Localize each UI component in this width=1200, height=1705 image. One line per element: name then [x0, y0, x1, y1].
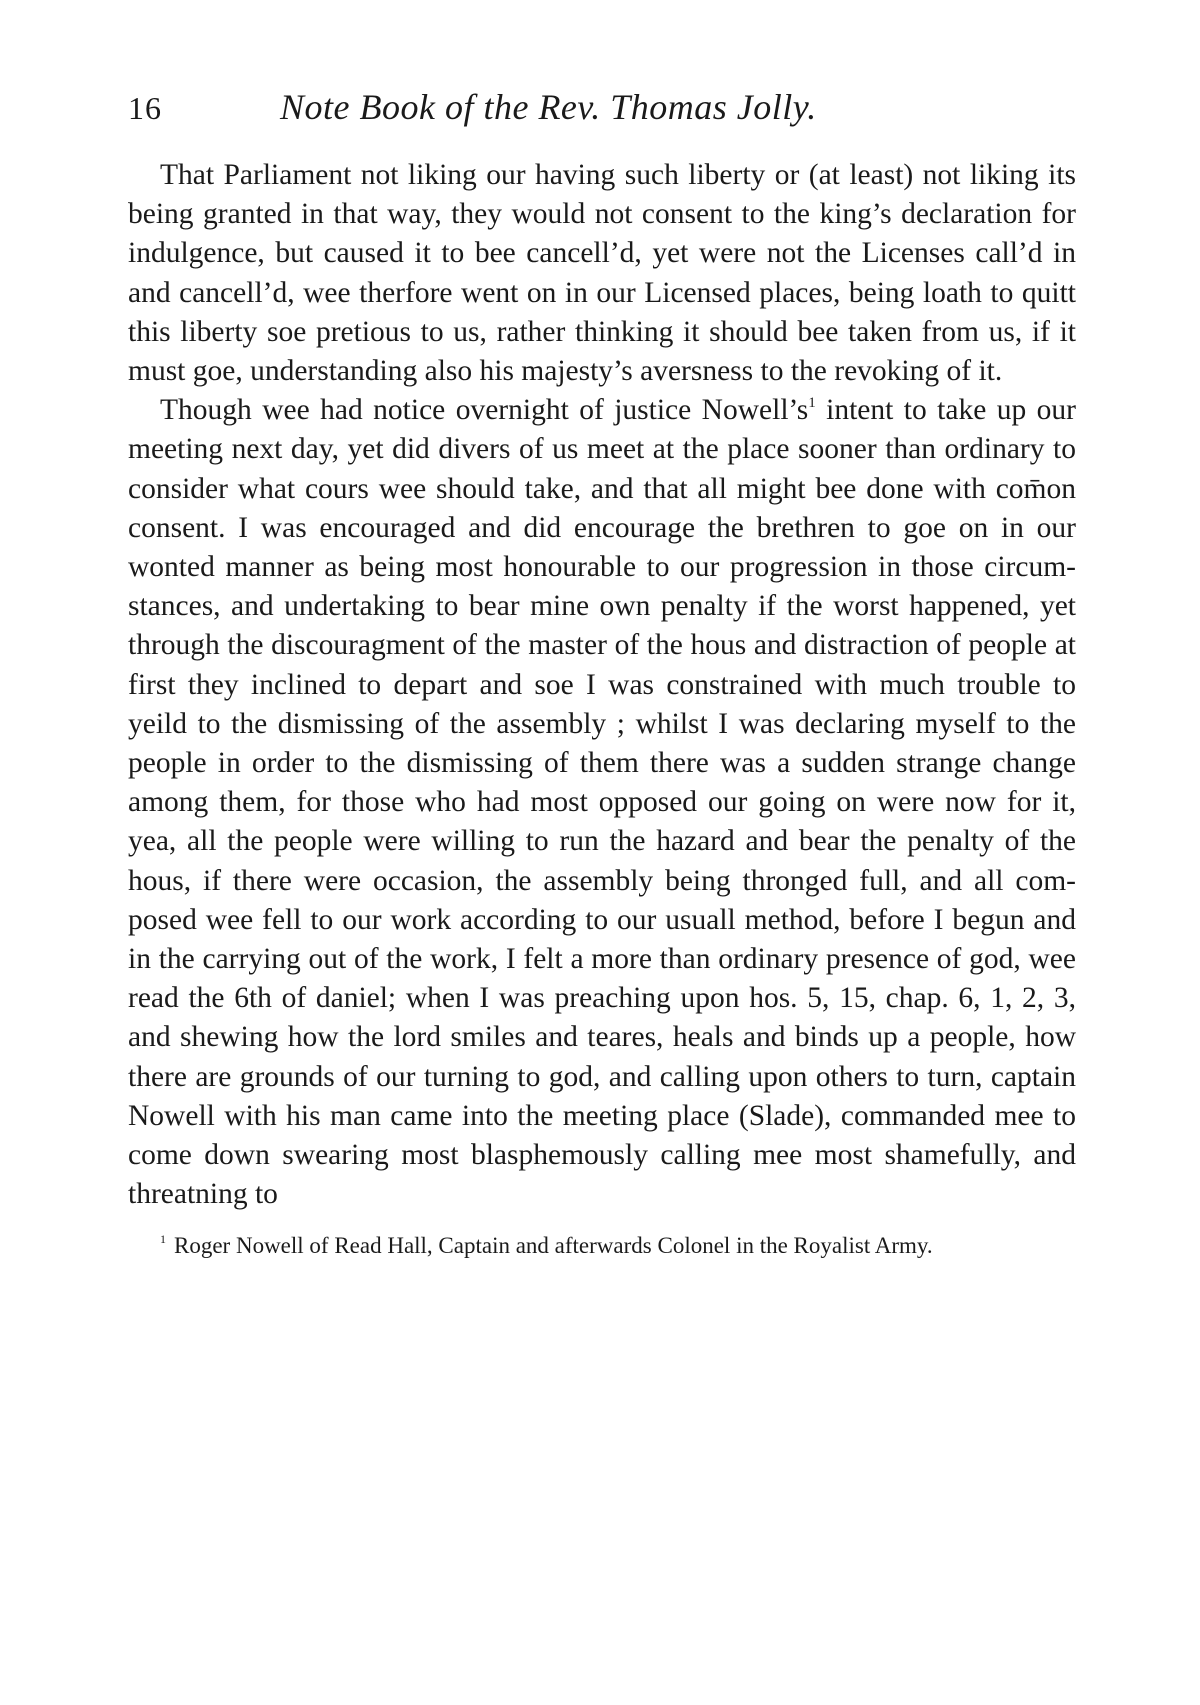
paragraph-1: [128, 156, 1076, 391]
paragraph-2: [128, 391, 1076, 1214]
paragraph-2-text-rest: intent to take up our meeting next day, yet did divers of us meet at the place sooner than ordinary to consider what cours wee should take, and that all might bee done with com̄on consent. I was encouraged and did encourage the brethren to goe on in our wonted manner as being most honourable to our progression in those circumstances, and undertaking to bear mine own penalty if the worst happened, yet through the discouragment of the master of the hous and distraction of people at first they inclined to depart and soe I was constrained with much trouble to yeild to the dismissing of the assembly ; whilst I was declaring myself to the people in order to the dismissing of them there was a sudden strange change among them, for those who had most opposed our going on were now for it, yea, all the people were willing to run the hazard and bear the penalty of the hous, if there were occasion, the assembly being thronged full, and all composed wee fell to our work according to our usuall method, before I begun and in the carrying out of the work, I felt a more than ordinary presence of god, wee read the 6th of daniel; when I was preaching upon hos. 5, 15, chap. 6, 1, 2, 3, and shewing how the lord smiles and teares, heals and binds up a people, how there are grounds of our turning to god, and calling upon others to turn, captain Nowell with his man came into the meeting place (Slade), commanded mee to come down swearing most blasphemously calling mee most shamefully, and threatning to: [128, 394, 1077, 1211]
book-page: [128, 82, 1076, 1261]
running-head: [128, 82, 1076, 138]
footnote-reference: 1: [808, 395, 816, 412]
footnote-mark: 1: [160, 1232, 166, 1247]
footnote-1: [128, 1230, 1076, 1261]
footnotes: [128, 1230, 1076, 1261]
running-title: Note Book of the Rev. Thomas Jolly.: [280, 87, 817, 127]
page-number: 16: [128, 90, 162, 126]
paragraph-2-text-start: Though wee had notice overnight of justice Nowell’s: [160, 394, 809, 427]
body-text: [128, 156, 1076, 1214]
footnote-text: Roger Nowell of Read Hall, Captain and afterwards Colonel in the Royalist Army.: [174, 1233, 933, 1259]
paragraph-1-text: That Parliament not liking our having such liberty or (at least) not liking its being granted in that way, they would not consent to the king’s declaration for indulgence, but caused it to bee cancell’d, yet were not the Licenses call’d in and cancell’d, wee therfore went on in our Licensed places, being loath to quitt this liberty soe pretious to us, rather thinking it should bee taken from us, if it must goe, understanding also his majesty’s aversness to the revoking of it.: [128, 159, 1076, 388]
